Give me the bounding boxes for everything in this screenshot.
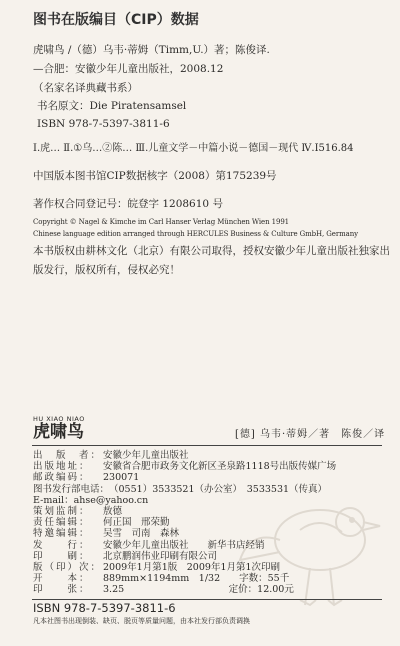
pub-row-email: E-mail：ahse@yahoo.cn [33, 494, 149, 506]
author-translator: [德] 乌韦·蒂姆／著 陈俊／译 [235, 429, 386, 440]
cip-line-title: 虎啸鸟 /（德）乌韦·蒂姆（Timm,U.）著；陈俊译. [33, 44, 270, 56]
cip-line-classification: Ⅰ.虎… Ⅱ.①乌…②陈… Ⅲ.儿童文学－中篇小说－德国－现代 Ⅳ.I516.84 [33, 143, 354, 154]
copyright-statement-2: 版发行，版权所有，侵权必究！ [33, 264, 180, 276]
pub-row-planner: 策划监制： 敖德 [33, 506, 123, 517]
cip-line-number: 中国版本图书馆CIP数据核字（2008）第175239号 [33, 170, 277, 182]
pub-row-publisher: 出 版 者：安徽少年儿童出版社 [33, 450, 189, 461]
cip-line-series: （名家名译典藏书系） [33, 82, 138, 94]
cip-line-isbn: ISBN 978-7-5397-3811-6 [37, 118, 170, 130]
cip-heading: 图书在版编目（CIP）数据 [33, 12, 199, 28]
copyright-registration: 著作权合同登记号：皖登字 1208610 号 [33, 198, 223, 210]
cip-line-publisher: —合肥：安徽少年儿童出版社，2008.12 [33, 63, 224, 75]
pub-row-distribution: 发 行： 安徽少年儿童出版社 新华书店经销 [33, 539, 265, 551]
copyright-line-2: Chinese language edition arranged through HERCULES Business & Culture GmbH, Germany [33, 230, 358, 238]
title-pinyin: HU XIAO NIAO [33, 415, 85, 423]
title-divider [32, 445, 382, 446]
pub-row-sheets: 印 张： 3.25 定价：12.00元 [33, 584, 294, 596]
pub-row-address: 出版地址： 安徽省合肥市政务文化新区圣泉路1118号出版传媒广场 [33, 461, 337, 473]
pub-row-phone: 图书发行部电话：（0551）3533521（办公室） 3533531（传真） [33, 483, 328, 495]
copyright-statement-1: 本书版权由耕林文化（北京）有限公司取得，授权安徽少年儿童出版社独家出 [33, 245, 390, 257]
footer-isbn: ISBN 978-7-5397-3811-6 [33, 600, 176, 615]
pub-row-guest-editor: 特邀编辑： 吴雪 司南 森林 [33, 528, 180, 540]
pub-row-format: 开 本： 889mm×1194mm 1/32 字数：55千 [33, 573, 290, 585]
quality-notice: 凡本社图书出现倒装、缺页、脱页等质量问题，由本社发行部负责调换 [33, 616, 250, 625]
book-title: 虎啸鸟 [33, 422, 84, 442]
pub-row-edition: 版（印）次：2009年1月第1版 2009年1月第1次印刷 [33, 562, 281, 573]
footer-divider [32, 599, 382, 600]
pub-row-editor: 责任编辑： 何正国 邢荣勤 [33, 517, 170, 529]
pub-row-printer: 印 刷： 北京鹏润伟业印刷有限公司 [33, 550, 218, 562]
copyright-line-1: Copyright © Nagel & Kimche im Carl Hanser Verlag München Wien 1991 [33, 218, 290, 226]
pub-row-postcode: 邮政编码： 230071 [33, 472, 140, 484]
cip-line-original-title: 书名原文：Die Piratensamsel [37, 100, 187, 112]
